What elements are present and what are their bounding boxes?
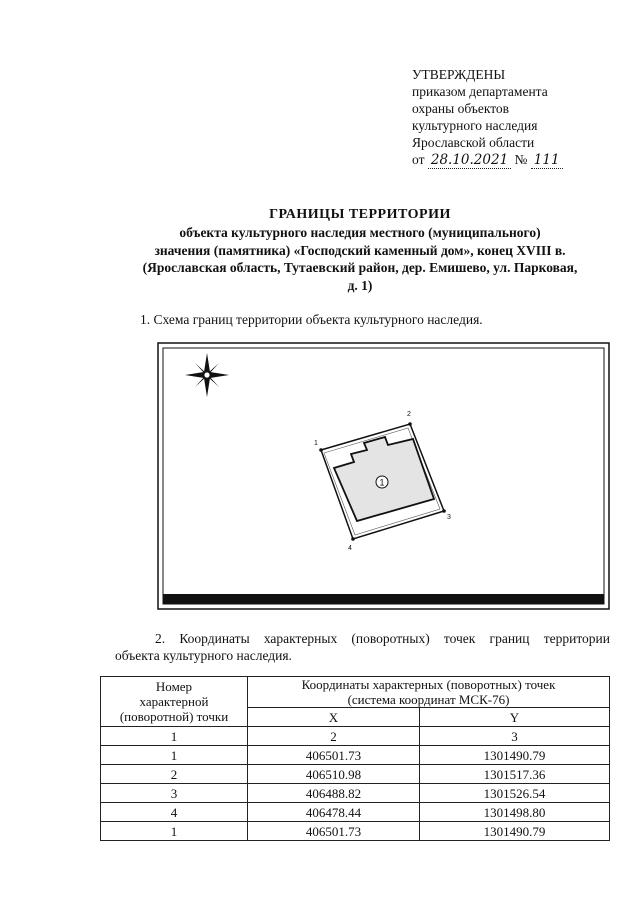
table-index-row	[101, 727, 610, 746]
header-text: (система координат МСК-76)	[347, 692, 510, 707]
table-row	[101, 803, 610, 822]
table-cell: 1	[101, 746, 248, 765]
scheme-bottom-band	[163, 594, 604, 604]
point-label: 4	[348, 545, 352, 552]
table-cell: 1301490.79	[419, 746, 609, 765]
approval-number: 111	[531, 152, 563, 169]
table-cell: 1	[101, 727, 248, 746]
section-1-heading: 1. Схема границ территории объекта культурного наследия.	[140, 312, 483, 327]
table-cell: 2	[248, 727, 420, 746]
table-cell: 4	[101, 803, 248, 822]
header-text: Номер	[155, 679, 193, 694]
header-coordinates	[248, 677, 610, 708]
table-row	[101, 765, 610, 784]
table-row	[101, 784, 610, 803]
table-cell: 3	[419, 727, 609, 746]
approval-date: 28.10.2021	[428, 152, 511, 169]
table-cell: 406488.82	[248, 784, 420, 803]
section-2-heading-cont: объекта культурного наследия.	[115, 648, 292, 663]
object-marker-label: 1	[379, 477, 385, 488]
header-y: Y	[419, 708, 609, 727]
compass-rose-icon	[185, 353, 229, 397]
point-marker	[351, 537, 355, 541]
approval-heading: УТВЕРЖДЕНЫ	[412, 67, 506, 82]
header-text: Координаты характерных (поворотных) точек	[301, 677, 556, 692]
header-x: X	[248, 708, 420, 727]
table-cell: 406501.73	[248, 746, 420, 765]
header-text: (поворотной) точки	[119, 709, 229, 724]
table-cell: 406478.44	[248, 803, 420, 822]
point-marker	[319, 448, 323, 452]
approval-line: охраны объектов	[412, 101, 510, 116]
approval-line: приказом департамента	[412, 84, 548, 99]
approval-line: Ярославской области	[412, 135, 535, 150]
boundary-scheme	[157, 342, 610, 610]
header-text: характерной	[139, 694, 209, 709]
point-marker	[408, 422, 412, 426]
title-line: объекта культурного наследия местного (муниципального)	[179, 225, 541, 240]
table-cell: 406501.73	[248, 822, 420, 841]
table-cell: 1301490.79	[419, 822, 609, 841]
table-row	[101, 746, 610, 765]
table-row	[101, 822, 610, 841]
table-cell: 1301526.54	[419, 784, 609, 803]
table-cell: 1301517.36	[419, 765, 609, 784]
section-2-heading: 2. Координаты характерных (поворотных) точек границ территории	[155, 631, 610, 646]
approval-date-line	[412, 151, 632, 169]
date-prefix: от	[412, 152, 425, 167]
header-point-number	[101, 677, 248, 727]
approval-block	[412, 66, 632, 169]
table-cell: 406510.98	[248, 765, 420, 784]
approval-line: культурного наследия	[412, 118, 538, 133]
document-title	[100, 206, 620, 294]
title-main: ГРАНИЦЫ ТЕРРИТОРИИ	[269, 207, 451, 222]
coordinates-table	[100, 676, 610, 841]
title-line: д. 1)	[347, 277, 373, 293]
title-line: значения (памятника) «Господский каменный дом», конец XVIII в.	[154, 242, 566, 258]
table-header-row	[101, 677, 610, 708]
table-cell: 2	[101, 765, 248, 784]
point-label: 1	[314, 440, 318, 447]
table-cell: 1301498.80	[419, 803, 609, 822]
point-label: 2	[407, 411, 411, 418]
table-cell: 3	[101, 784, 248, 803]
title-line: (Ярославская область, Тутаевский район, дер. Емишево, ул. Парковая,	[142, 260, 578, 275]
point-marker	[442, 509, 446, 513]
table-cell: 1	[101, 822, 248, 841]
point-label: 3	[447, 514, 451, 521]
number-prefix: №	[514, 152, 528, 167]
